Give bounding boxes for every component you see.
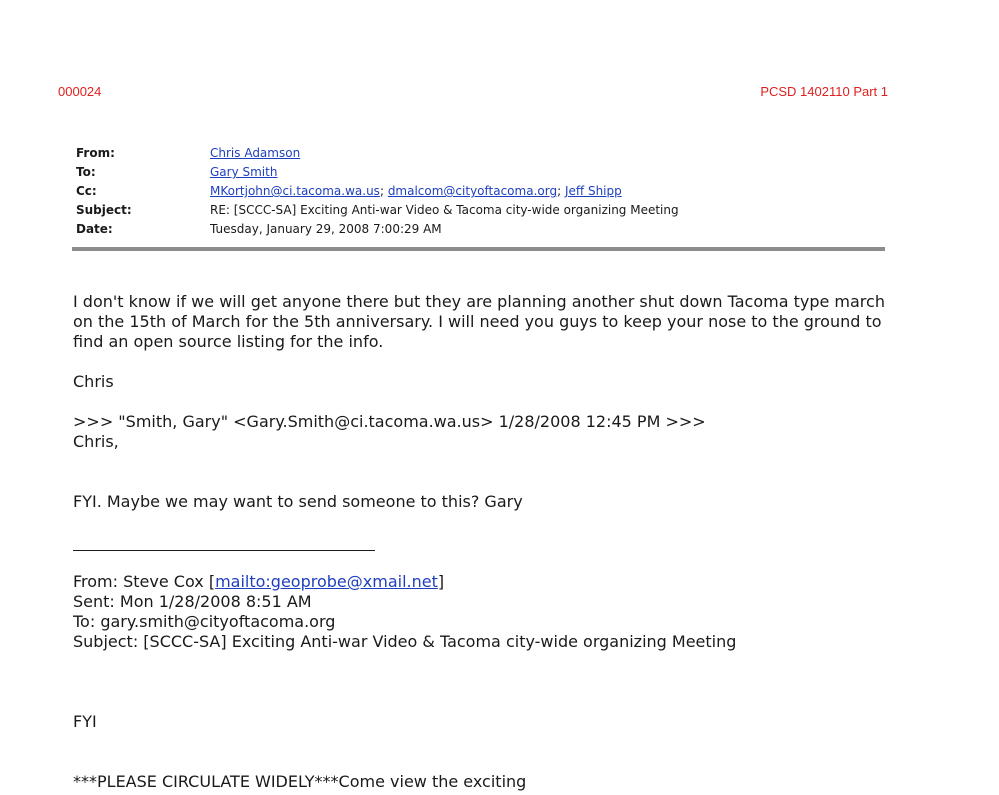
fyi-line: FYI. Maybe we may want to send someone to this? Gary <box>73 492 523 511</box>
date-label: Date: <box>76 222 113 236</box>
cc-separator: ; <box>557 184 562 198</box>
to-row <box>76 163 886 182</box>
mailto-link[interactable]: mailto:geoprobe@xmail.net <box>215 572 438 591</box>
body-line: on the 15th of March for the 5th anniversary. I will need you guys to keep your nose to the ground to <box>73 312 882 331</box>
date-row <box>76 220 886 239</box>
case-reference: PCSD 1402110 Part 1 <box>760 84 888 99</box>
from-label: From: <box>76 146 115 160</box>
circulate-line: ***PLEASE CIRCULATE WIDELY***Come view the exciting <box>73 772 527 791</box>
forward-to: To: gary.smith@cityoftacoma.org <box>73 612 336 631</box>
cc-separator: ; <box>379 184 384 198</box>
cc-label: Cc: <box>76 184 97 198</box>
to-label: To: <box>76 165 96 179</box>
body-line: find an open source listing for the info. <box>73 332 384 351</box>
cc-row <box>76 182 886 201</box>
bates-page-number: 000024 <box>58 84 102 99</box>
from-row <box>76 144 886 163</box>
date-value: Tuesday, January 29, 2008 7:00:29 AM <box>210 222 442 236</box>
to-link[interactable]: Gary Smith <box>210 165 278 179</box>
email-header <box>76 144 886 239</box>
forward-divider <box>73 550 375 551</box>
from-link[interactable]: Chris Adamson <box>210 146 301 160</box>
forward-from: From: Steve Cox [mailto:geoprobe@xmail.net] <box>73 572 445 591</box>
fyi-short: FYI <box>73 712 97 731</box>
forward-sent: Sent: Mon 1/28/2008 8:51 AM <box>73 592 312 611</box>
header-divider <box>72 247 885 251</box>
quote-header: >>> "Smith, Gary" <Gary.Smith@ci.tacoma.wa.us> 1/28/2008 12:45 PM >>> <box>73 412 706 431</box>
cc-link-dmalcom[interactable]: dmalcom@cityoftacoma.org <box>387 184 558 198</box>
cc-link-mkortjohn[interactable]: MKortjohn@ci.tacoma.wa.us <box>210 184 380 198</box>
subject-value: RE: [SCCC-SA] Exciting Anti-war Video & Tacoma city-wide organizing Meeting <box>210 203 679 217</box>
cc-link-jeff-shipp[interactable]: Jeff Shipp <box>564 184 622 198</box>
body-line: I don't know if we will get anyone there but they are planning another shut down Tacoma type march <box>73 292 885 311</box>
subject-label: Subject: <box>76 203 132 217</box>
email-body <box>73 292 893 792</box>
greeting: Chris, <box>73 432 119 451</box>
signoff: Chris <box>73 372 114 391</box>
subject-row <box>76 201 886 220</box>
forward-subject: Subject: [SCCC-SA] Exciting Anti-war Video & Tacoma city-wide organizing Meeting <box>73 632 737 651</box>
